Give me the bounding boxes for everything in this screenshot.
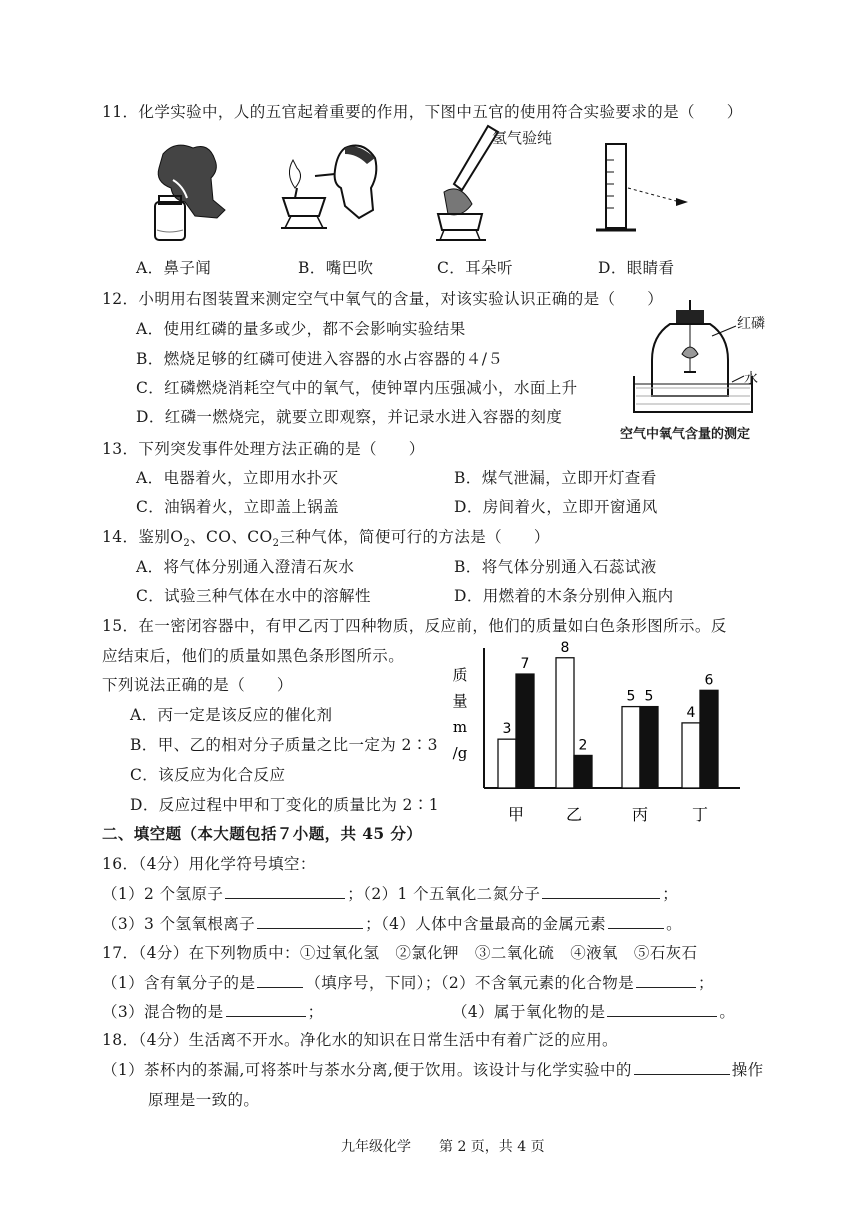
bar-value-label: 4 <box>686 704 696 721</box>
bar-value-label: 5 <box>626 688 636 705</box>
q13-stem: 13．下列突发事件处理方法正确的是（ ） <box>102 440 425 458</box>
q11-option-c: C．耳朵听 <box>437 259 513 277</box>
bar-value-label: 6 <box>704 672 714 689</box>
q12-option-a: A．使用红磷的量多或少，都不会影响实验结果 <box>136 320 466 338</box>
q15-option-b: B．甲、乙的相对分子质量之比一定为 2∶3 <box>130 736 438 754</box>
q15-option-c: C．该反应为化合反应 <box>130 766 286 784</box>
y-axis-label-char: 量 <box>452 692 468 710</box>
q12-label-water: 水 <box>744 371 758 387</box>
q17-line1: （1）含有氧分子的是 （填序号，下同）；（2）不含氧元素的化合物是 ； <box>102 974 714 992</box>
page-footer: 九年级化学 第 2 页，共 4 页 <box>341 1139 545 1155</box>
q16-stem: 16．（4分）用化学符号填空： <box>102 855 316 873</box>
bar <box>556 658 574 788</box>
q17-blank-4[interactable] <box>607 1002 717 1017</box>
bar <box>682 723 700 788</box>
q11-option-a: A．鼻子闻 <box>136 259 212 277</box>
q17-blank-2[interactable] <box>636 973 696 988</box>
q17-line2-left: （3）混合物的是 ； <box>102 1003 324 1021</box>
y-axis-label-char: m <box>452 718 468 736</box>
section2-title: 二、填空题（本大题包括７小题，共 45 分） <box>102 824 423 843</box>
q11-option-d: D．眼睛看 <box>598 259 675 277</box>
q11-figure-smell <box>145 140 235 245</box>
q12-option-b: B．燃烧足够的红磷可使进入容器的水占容器的４/５ <box>136 350 504 368</box>
q15-bar-chart <box>450 636 750 826</box>
q13-option-a: A．电器着火，立即用水扑灭 <box>136 469 339 487</box>
q15-stem-line1: 15．在一密闭容器中，有甲乙丙丁四种物质，反应前，他们的质量如白色条形图所示。反 <box>102 617 727 635</box>
q11-figure-caption: 氢气验纯 <box>492 129 553 147</box>
bar <box>700 690 718 788</box>
bar-value-label: 8 <box>560 639 570 656</box>
q11-figure-blow <box>275 140 385 240</box>
q16-blank-2[interactable] <box>542 884 660 899</box>
q14-option-c: C．试验三种气体在水中的溶解性 <box>136 587 371 605</box>
q11-stem: 11．化学实验中，人的五官起着重要的作用，下图中五官的使用符合实验要求的是（ ） <box>102 103 743 121</box>
q16-line2: （3）3 个氢氧根离子 ；（4）人体中含量最高的金属元素 。 <box>102 915 682 933</box>
q18-line1: （1）茶杯内的茶漏,可将茶叶与茶水分离,便于饮用。该设计与化学实验中的 操作 <box>102 1061 764 1079</box>
q18-line2: 原理是一致的。 <box>148 1091 260 1109</box>
q17-blank-3[interactable] <box>226 1002 306 1017</box>
q12-option-c: C．红磷燃烧消耗空气中的氧气，使钟罩内压强减小，水面上升 <box>136 379 578 397</box>
q17-blank-1[interactable] <box>257 973 303 988</box>
q14-option-b: B．将气体分别通入石蕊试液 <box>454 558 657 576</box>
category-label: 乙 <box>565 805 583 824</box>
y-axis-label-char: 质 <box>452 666 468 684</box>
q15-option-a: A．丙一定是该反应的催化剂 <box>130 706 333 724</box>
bar <box>498 739 516 788</box>
q15-stem-line2: 应结束后，他们的质量如黑色条形图所示。 <box>102 647 405 665</box>
q13-option-c: C．油锅着火，立即盖上锅盖 <box>136 498 340 516</box>
q11-figure-read <box>592 140 702 240</box>
q16-blank-3[interactable] <box>257 914 363 929</box>
bar-value-label: 5 <box>644 688 654 705</box>
q16-blank-4[interactable] <box>608 914 664 929</box>
q18-blank-1[interactable] <box>634 1060 730 1075</box>
q13-option-b: B．煤气泄漏，立即开灯查看 <box>454 469 657 487</box>
q16-blank-1[interactable] <box>225 884 345 899</box>
category-label: 甲 <box>507 805 525 824</box>
q13-option-d: D．房间着火，立即开窗通风 <box>454 498 658 516</box>
bar-value-label: 3 <box>502 721 512 738</box>
bar <box>574 755 592 788</box>
q12-label-phosphorus: 红磷 <box>737 316 765 332</box>
q14-option-a: A．将气体分别通入澄清石灰水 <box>136 558 355 576</box>
category-label: 丁 <box>691 805 709 824</box>
bar <box>640 707 658 788</box>
bar-value-label: 2 <box>578 737 588 754</box>
y-axis-label-char: /g <box>452 744 468 762</box>
bar <box>622 707 640 788</box>
q11-option-b: B．嘴巴吹 <box>298 259 374 277</box>
q18-stem: 18．（4分）生活离不开水。净化水的知识在日常生活中有着广泛的应用。 <box>102 1031 618 1049</box>
q17-stem: 17．（4分）在下列物质中：①过氧化氢 ②氯化钾 ③二氧化硫 ④液氧 ⑤石灰石 <box>102 944 698 962</box>
q12-option-d: D．红磷一燃烧完，就要立即观察，并记录水进入容器的刻度 <box>136 408 563 426</box>
q16-line1: （1）2 个氢原子 ；（2）1 个五氧化二氮分子 ； <box>102 885 679 903</box>
q12-stem: 12．小明用右图装置来测定空气中氧气的含量，对该实验认识正确的是（ ） <box>102 290 664 308</box>
q15-option-d: D．反应过程中甲和丁变化的质量比为 2∶1 <box>130 796 439 814</box>
q12-figure-caption: 空气中氧气含量的测定 <box>620 427 751 442</box>
category-label: 丙 <box>631 805 649 824</box>
bar-value-label: 7 <box>520 656 530 673</box>
q17-line2-right: （4）属于氧化物的是 。 <box>452 1003 736 1021</box>
bar <box>516 674 534 788</box>
q14-stem: 14．鉴别$O_2$、CO、$CO_2$三种气体，简便可行的方法是（ ） <box>102 528 550 550</box>
q14-option-d: D．用燃着的木条分别伸入瓶内 <box>454 587 674 605</box>
q15-stem-line3: 下列说法正确的是（ ） <box>102 676 293 694</box>
